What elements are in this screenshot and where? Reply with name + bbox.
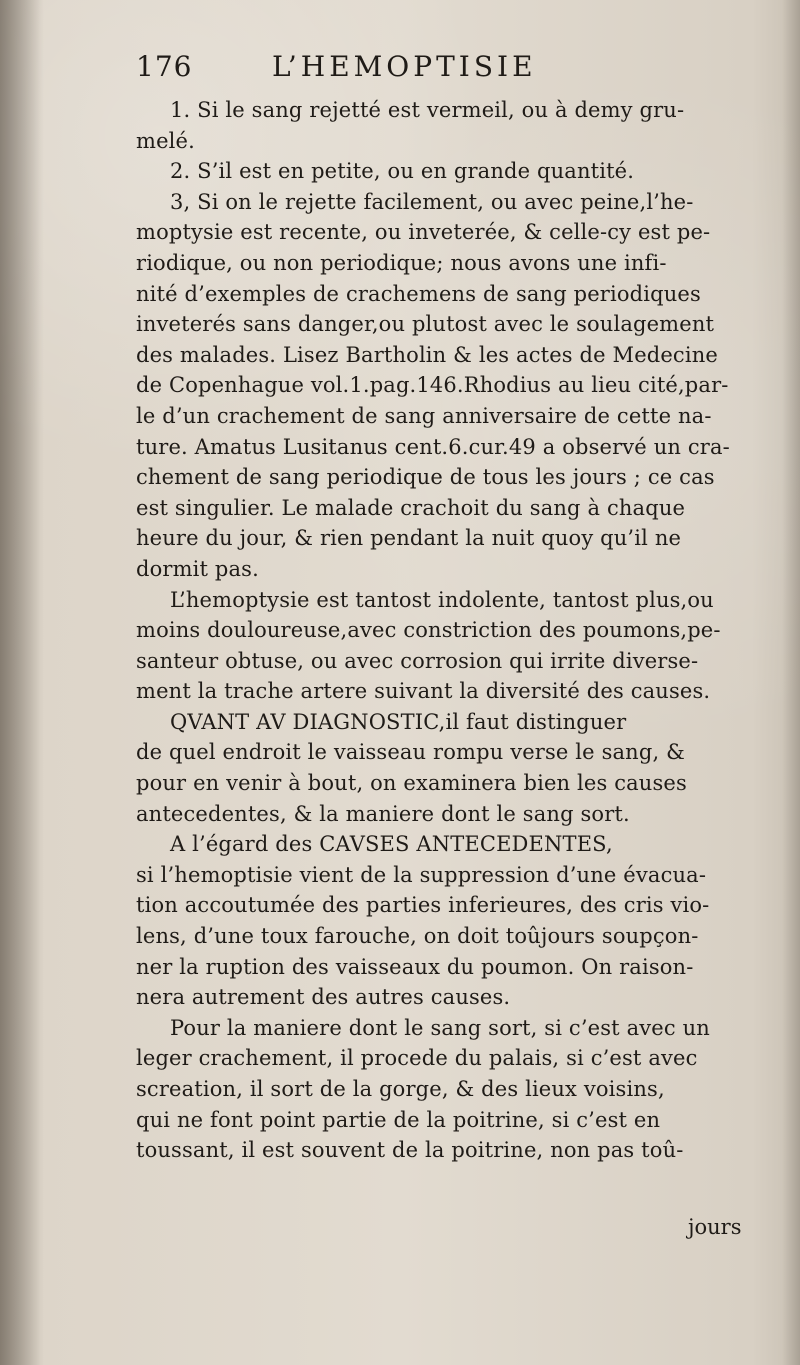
text-line-21: QVANT AV DIAGNOSTIC,il faut distinguer xyxy=(170,709,627,734)
text-line-8: inveterés sans danger,ou plutost avec le soulagement xyxy=(136,312,715,337)
text-line-17: L’hemoptysie est tantost indolente, tantost plus,ou xyxy=(170,587,714,612)
text-line-35: toussant, il est souvent de la poitrine, non pas toû- xyxy=(136,1138,684,1163)
text-line-7: nité d’exemples de crachemens de sang periodiques xyxy=(136,281,701,306)
text-line-19: santeur obtuse, ou avec corrosion qui irrite diverse- xyxy=(136,648,699,673)
text-line-2: melé. xyxy=(136,128,195,153)
text-line-26: si l’hemoptisie vient de la suppression d’une évacua- xyxy=(136,862,707,887)
text-line-15: heure du jour, & rien pendant la nuit quoy qu’il ne xyxy=(136,526,682,551)
text-line-6: riodique, ou non periodique; nous avons une infi- xyxy=(136,250,667,275)
page-text-block xyxy=(136,45,766,1166)
text-line-25: A l’égard des CAVSES ANTECEDENTES, xyxy=(170,832,613,857)
text-line-12: ture. Amatus Lusitanus cent.6.cur.49 a observé un cra- xyxy=(136,434,730,459)
text-line-18: moins douloureuse,avec constriction des poumons,pe- xyxy=(136,618,721,643)
text-line-20: ment la trache artere suivant la diversité des causes. xyxy=(136,679,711,704)
text-line-32: leger crachement, il procede du palais, si c’est avec xyxy=(136,1046,698,1071)
catchword: jours xyxy=(688,1215,742,1239)
text-line-28: lens, d’une toux farouche, on doit toûjours soupçon- xyxy=(136,924,699,949)
text-line-22: de quel endroit le vaisseau rompu verse le sang, & xyxy=(136,740,685,765)
text-line-24: antecedentes, & la maniere dont le sang sort. xyxy=(136,801,630,826)
text-line-1: 1. Si le sang rejetté est vermeil, ou à demy gru- xyxy=(170,98,685,122)
text-line-10: de Copenhague vol.1.pag.146.Rhodius au lieu cité,par- xyxy=(136,373,729,398)
text-line-9: des malades. Lisez Bartholin & les actes de Medecine xyxy=(136,342,718,367)
page-header xyxy=(136,45,766,91)
text-line-27: tion accoutumée des parties inferieures, des cris vio- xyxy=(136,893,710,918)
text-line-3: 2. S’il est en petite, ou en grande quantité. xyxy=(170,159,635,184)
text-line-14: est singulier. Le malade crachoit du sang à chaque xyxy=(136,495,686,520)
running-title: L’HEMOPTISIE xyxy=(272,50,537,83)
text-line-16: dormit pas. xyxy=(136,556,259,581)
text-line-34: qui ne font point partie de la poitrine, si c’est en xyxy=(136,1107,661,1132)
text-line-13: chement de sang periodique de tous les jours ; ce cas xyxy=(136,465,715,490)
text-line-4: 3, Si on le rejette facilement, ou avec peine,l’he- xyxy=(170,189,694,214)
text-line-31: Pour la maniere dont le sang sort, si c’est avec un xyxy=(170,1015,710,1040)
text-line-11: le d’un crachement de sang anniversaire de cette na- xyxy=(136,403,712,428)
text-line-29: ner la ruption des vaisseaux du poumon. On raison- xyxy=(136,954,694,979)
text-line-23: pour en venir à bout, on examinera bien les causes xyxy=(136,771,687,796)
text-line-30: nera autrement des autres causes. xyxy=(136,985,511,1010)
page-number: 176 xyxy=(136,50,193,83)
text-line-33: screation, il sort de la gorge, & des lieux voisins, xyxy=(136,1077,665,1101)
text-line-5: moptysie est recente, ou inveterée, & celle-cy est pe- xyxy=(136,220,711,245)
